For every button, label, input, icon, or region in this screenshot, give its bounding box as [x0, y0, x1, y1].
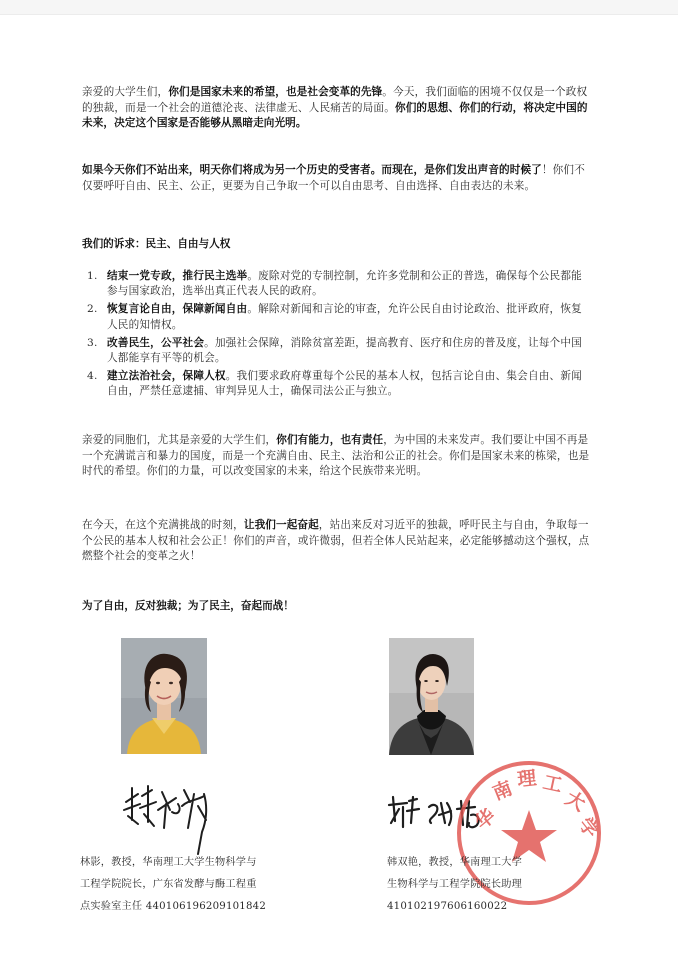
signer-right-caption [387, 852, 597, 918]
paragraph-text: 亲爱的同胞们，尤其是亲爱的大学生们， [82, 434, 277, 446]
paragraph-text: ，站出来反对习近平的独裁，呼吁民主与自由，争取每一个公民的基本人权和社会公正！你们的声音，或许微弱，但若全体人民站起来，必定能够撼动这个强权，点燃整个社会的变革之火！ [82, 519, 590, 562]
signer-left-line: 林影，教授，华南理工大学生物科学与 [80, 857, 257, 868]
portrait-photo-left [121, 638, 207, 754]
signer-left-caption [80, 852, 320, 918]
signer-left-line: 工程学院院长，广东省发酵与酶工程重 [80, 879, 257, 890]
portrait-left-image [121, 638, 207, 754]
svg-text:工: 工 [540, 771, 565, 797]
demand-number: 1. [87, 270, 98, 282]
demand-title: 结束一党专政，推行民主选举 [107, 270, 248, 282]
paragraph-speak-up [82, 163, 592, 194]
paragraph-rise-up [82, 518, 592, 565]
demand-number: 2. [87, 303, 98, 316]
paragraph-students [82, 85, 592, 132]
paragraph-text: ！你们不仅要呼吁自由、民主、公正，更要为自己争取一个可以自由思考、自由选择、自由表达的未来。 [82, 164, 586, 192]
demand-text: 。解除对新闻和言论的审查，允许公民自由讨论政治、批评政府，恢复人民的知情权。 [107, 303, 582, 331]
paragraph-bold: 你们的思想、你们的行动，将决定中国的未来，决定这个国家是否能够从黑暗走向光明。 [82, 101, 588, 129]
paragraph-compatriots [82, 433, 592, 480]
demand-title: 恢复言论自由，保障新闻自由 [107, 303, 248, 316]
demand-title: 改善民生，公平社会 [107, 336, 205, 349]
demand-number: 4. [87, 370, 98, 383]
svg-text:学: 学 [574, 813, 604, 843]
svg-text:理: 理 [516, 767, 538, 791]
demand-text: 。我们要求政府尊重每个公民的基本人权，包括言论自由、集会自由、新闻自由，严禁任意逮捕、审判异见人士，确保司法公正与独立。 [107, 370, 582, 398]
signer-right-line: 410102197606160022 [387, 901, 508, 912]
demand-title: 建立法治社会，保障人权 [107, 370, 226, 383]
paragraph-bold: 你们是国家未来的希望，也是社会变革的先锋 [168, 86, 383, 98]
signature-left-drawing [118, 780, 218, 855]
paragraph-bold: 如果今天你们不站出来，明天你们将成为另一个历史的受害者。而现在，是你们发出声音的时候了 [82, 164, 542, 176]
demand-text: 。加强社会保障，消除贫富差距，提高教育、医疗和住房的普及度，让每个中国人都能享有平等的机会。 [107, 336, 582, 365]
signer-right-line: 生物科学与工程学院院长助理 [387, 879, 523, 890]
demand-item [82, 369, 592, 399]
paragraph-text: 在今天，在这个充满挑战的时刻， [82, 519, 244, 531]
paragraph-text: 亲爱的大学生们， [82, 86, 169, 98]
signer-right-line: 韩双艳，教授，华南理工大学 [387, 857, 523, 868]
demand-item [82, 336, 592, 366]
svg-text:南: 南 [489, 777, 516, 805]
demand-text: 。废除对党的专制控制，允许多党制和公正的普选，确保每个公民都能参与国家政治，选举出真正代表人民的政府。 [107, 270, 582, 298]
portrait-photo-right [389, 638, 474, 755]
demand-item [82, 269, 592, 299]
demands-list [82, 269, 592, 403]
signer-left-line: 点实验室主任 440106196209101842 [80, 901, 267, 912]
svg-text:华: 华 [471, 804, 500, 834]
portrait-right-image [389, 638, 474, 755]
paragraph-bold: 你们有能力，也有责任 [276, 434, 384, 446]
svg-text:大: 大 [561, 787, 589, 816]
paragraph-text: 。今天，我们面临的困境不仅仅是一个政权的独裁，而是一个社会的道德沦丧、法律虚无、人民痛苦的局面。 [82, 86, 588, 114]
demand-number: 3. [87, 336, 98, 349]
demand-item [82, 302, 592, 332]
closing-slogan: 为了自由，反对独裁；为了民主，奋起而战！ [82, 600, 294, 612]
paragraph-bold: 让我们一起奋起 [243, 519, 319, 531]
paragraph-text: ，为中国的未来发声。我们要让中国不再是一个充满谎言和暴力的国度，而是一个充满自由、民主、法治和公正的社会。你们是国家未来的栋梁，也是时代的希望。你们的力量，可以改变国家的未来，给这个民族带来光明。 [82, 434, 590, 477]
signature-left [118, 780, 218, 855]
demands-heading: 我们的诉求：民主、自由与人权 [82, 238, 231, 250]
